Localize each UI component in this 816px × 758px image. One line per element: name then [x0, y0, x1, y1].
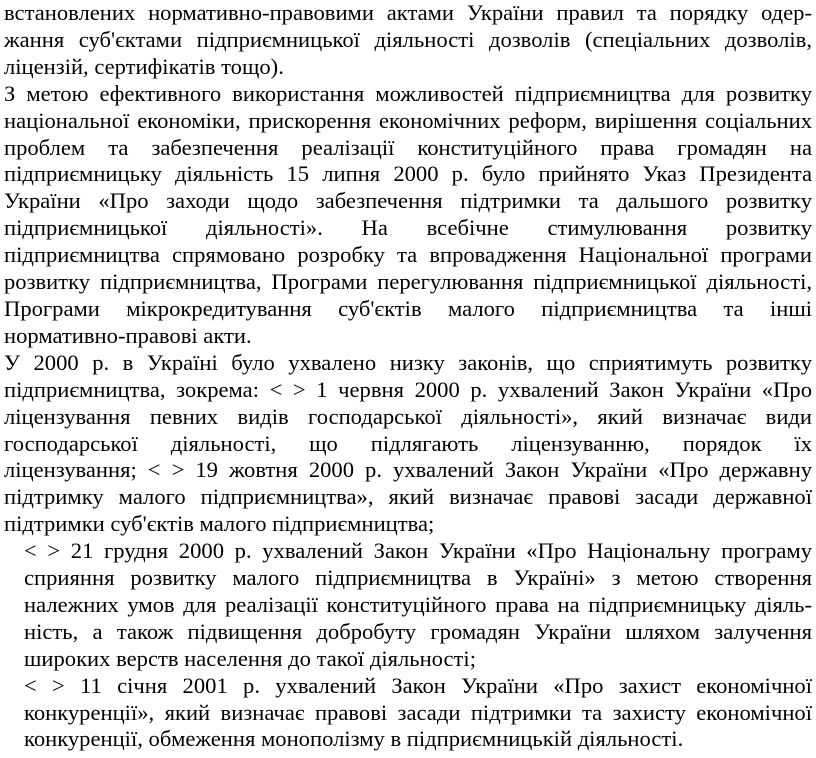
paragraph-competition-law: [4, 673, 812, 754]
text-line: проблем та забезпечення реалізації конституційного права громадян на: [4, 134, 812, 160]
text-line: України «Про заходи щодо забезпечення підтримки та дальшого розвитку: [4, 188, 812, 214]
text-line: встановлених нормативно-правовими актами України правил та порядку одер-: [4, 0, 812, 25]
text-line: Програми мікрокредитування суб'єктів малого підприємництва та інші: [4, 295, 812, 321]
text-line: підприємницької діяльності». На всебічне стимулювання розвитку: [4, 215, 812, 241]
text-line: сприяння розвитку малого підприємництва в Україні» з метою створення: [24, 565, 812, 591]
paragraph-presidential-decree: [4, 81, 812, 350]
text-line: ліцензування певних видів господарської діяльності», який визначає види: [4, 403, 812, 429]
text-line: підтримку малого підприємництва», який визначає правові засади державної: [4, 484, 812, 510]
text-line: підприємництва, зокрема: < > 1 червня 2000 р. ухвалений Закон України «Про: [4, 376, 812, 402]
document-page: [4, 0, 812, 753]
text-line: нормативно-правові акти.: [4, 322, 252, 348]
text-line: конкуренції», який визначає правові засади підтримки та захисту економічної: [24, 699, 812, 725]
text-line: підтримки суб'єктів малого підприємництва;: [4, 511, 435, 537]
text-line: широких верств населення до такої діяльності;: [24, 645, 476, 671]
text-line: ліцензування; < > 19 жовтня 2000 р. ухвалений Закон України «Про державну: [4, 457, 812, 483]
text-line: ліцензій, сертифікатів тощо).: [4, 53, 284, 79]
text-line: розвитку підприємництва, Програми перегулювання підприємницької діяльності,: [4, 269, 812, 295]
text-line: конкуренції, обмеження монополізму в підприємницькій діяльності.: [24, 726, 684, 752]
text-line: господарської діяльності, що підлягають ліцензуванню, порядок їх: [4, 430, 812, 456]
paragraph-laws-2000: [4, 350, 812, 538]
text-line: жання суб'єктами підприємницької діяльності дозволів (спеціальних дозволів,: [4, 26, 812, 52]
text-line: < > 11 січня 2001 р. ухвалений Закон України «Про захист економічної: [24, 672, 812, 698]
text-line: належних умов для реалізації конституційного права на підприємницьку діяль-: [24, 591, 812, 617]
paragraph-national-program: [4, 538, 812, 673]
text-line: підприємництва спрямовано розробку та впровадження Національної програми: [4, 242, 812, 268]
text-line: З метою ефективного використання можливостей підприємництва для розвитку: [4, 80, 812, 106]
text-line: національної економіки, прискорення економічних реформ, вирішення соціальних: [4, 107, 812, 133]
paragraph-permits: [4, 0, 812, 81]
text-line: У 2000 р. в Україні було ухвалено низку законів, що сприятимуть розвитку: [4, 349, 812, 375]
text-line: підприємницьку діяльність 15 липня 2000 р. було прийнято Указ Президента: [4, 161, 812, 187]
text-line: < > 21 грудня 2000 р. ухвалений Закон України «Про Національну програму: [24, 538, 812, 564]
text-line: ність, а також підвищення добробуту громадян України шляхом залучення: [24, 618, 812, 644]
